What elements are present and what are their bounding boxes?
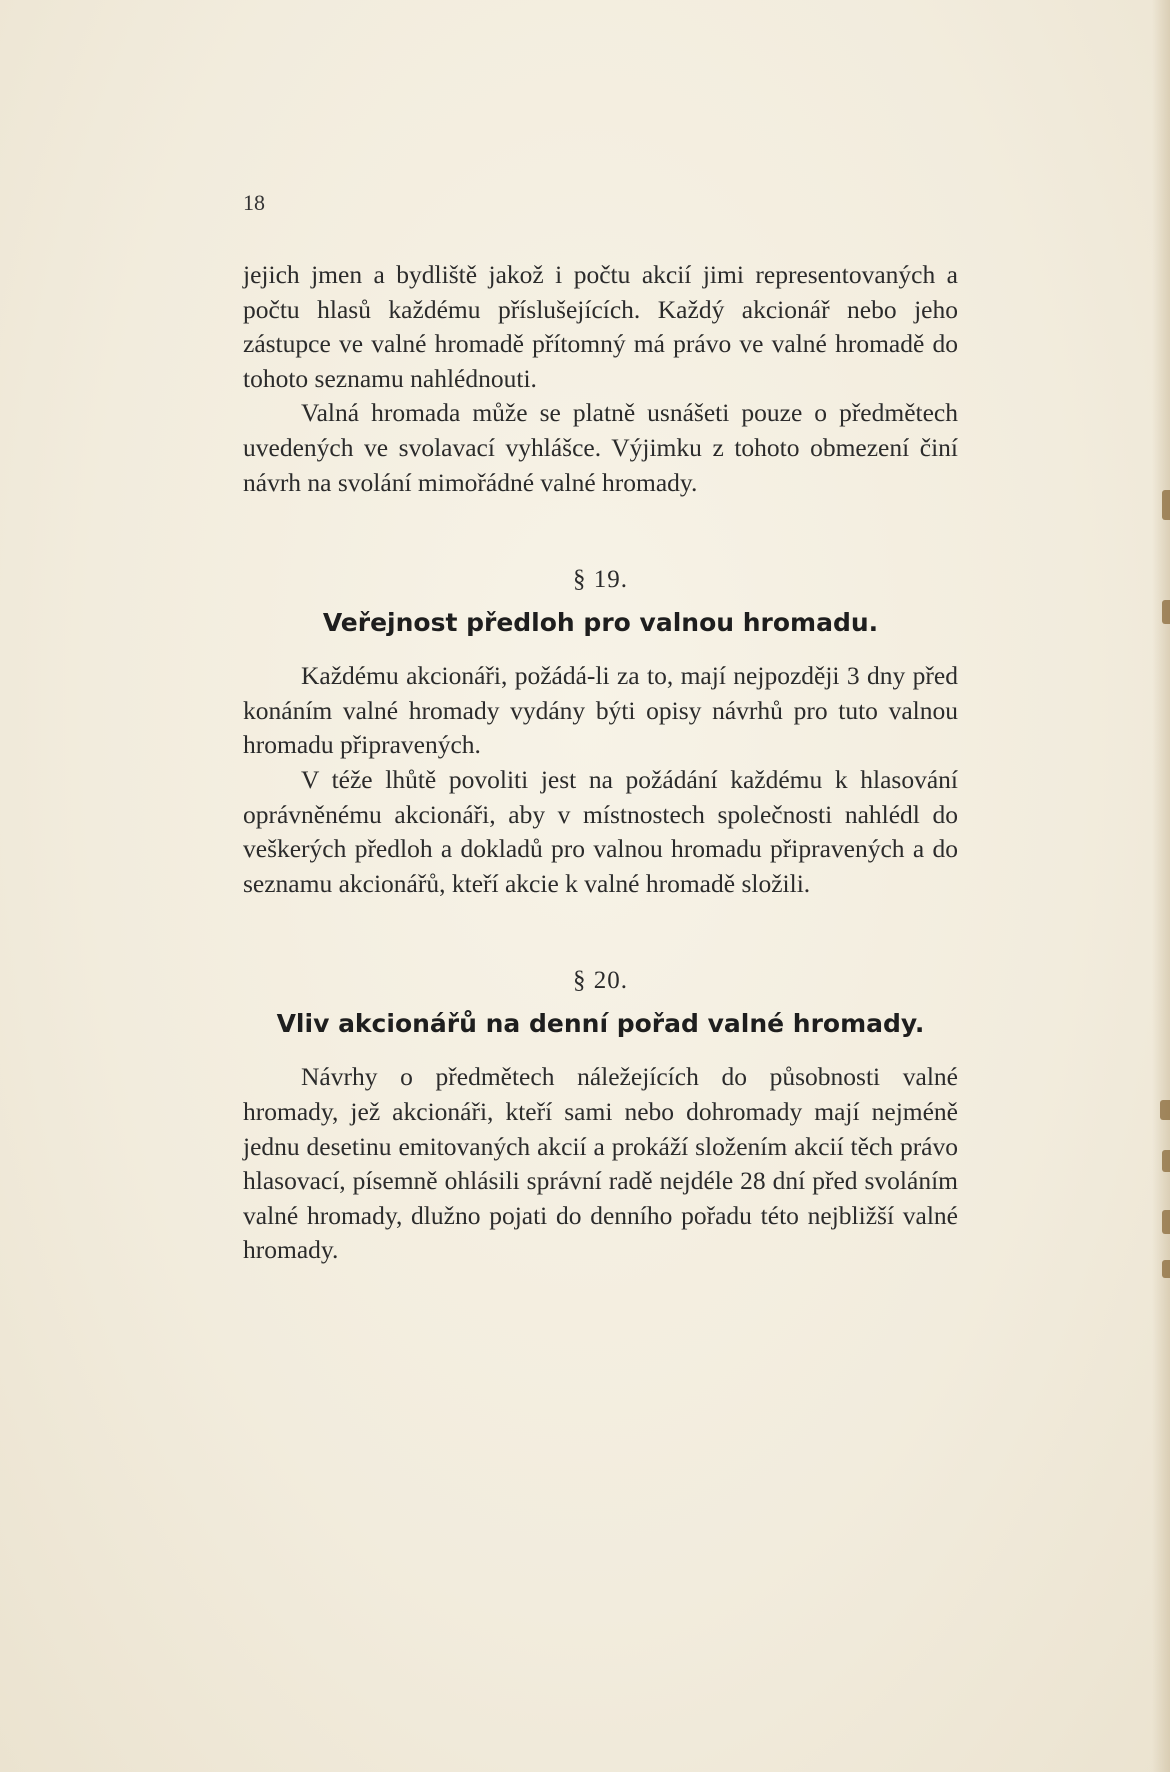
section-title-20: Vliv akcionářů na denní pořad valné hromady. xyxy=(276,1009,925,1039)
paragraph: Každému akcionáři, požádá-li za to, mají nejpozději 3 dny před konáním valné hromady vydány býti opisy návrhů pro tuto valnou hromadu připravených. xyxy=(243,661,958,760)
page-content xyxy=(243,190,958,1268)
paragraph: Návrhy o předmětech náležejících do působnosti valné hromady, jež akcionáři, kteří sami nebo dohromady mají nejméně jednu desetinu emitovaných akcií a prokáží složením akcií těch právo hlasovací, písemně ohlásili správní radě nejdéle 28 dní před svoláním valné hromady, dlužno pojati do denního pořadu této nejbližší valné hromady. xyxy=(243,1062,958,1265)
page-edge-shadow xyxy=(1152,0,1170,1772)
section-mark-20: § 20. xyxy=(573,967,628,995)
paragraph-continuation: jejich jmen a bydliště jakož i počtu akcií jimi representovaných a počtu hlasů každému příslušejících. Každý akcionář nebo jeho zástupce ve valné hromadě přítomný má právo ve valné hromadě do tohoto seznamu nahlédnouti. xyxy=(243,260,958,393)
edge-stain xyxy=(1162,490,1170,520)
section-title-19: Veřejnost předloh pro valnou hromadu. xyxy=(322,608,879,638)
edge-stain xyxy=(1162,1210,1170,1234)
edge-stain xyxy=(1160,1100,1170,1120)
paragraph: V téže lhůtě povoliti jest na požádání každému k hlasování oprávněnému akcionáři, aby v místnostech společnosti nahlédl do veškerých předloh a dokladů pro valnou hromadu připravených a do seznamu akcionářů, kteří akcie k valné hromadě složili. xyxy=(243,764,958,898)
page-number: 18 xyxy=(243,190,265,215)
edge-stain xyxy=(1162,600,1170,624)
section-mark-19: § 19. xyxy=(573,566,628,594)
edge-stain xyxy=(1162,1150,1170,1172)
paragraph: Valná hromada může se platně usnášeti pouze o předmětech uvedených ve svolavací vyhlášce. Výjimku z tohoto obmezení činí návrh na svolání mimořádné valné hromady. xyxy=(243,398,958,497)
edge-stain xyxy=(1162,1260,1170,1278)
